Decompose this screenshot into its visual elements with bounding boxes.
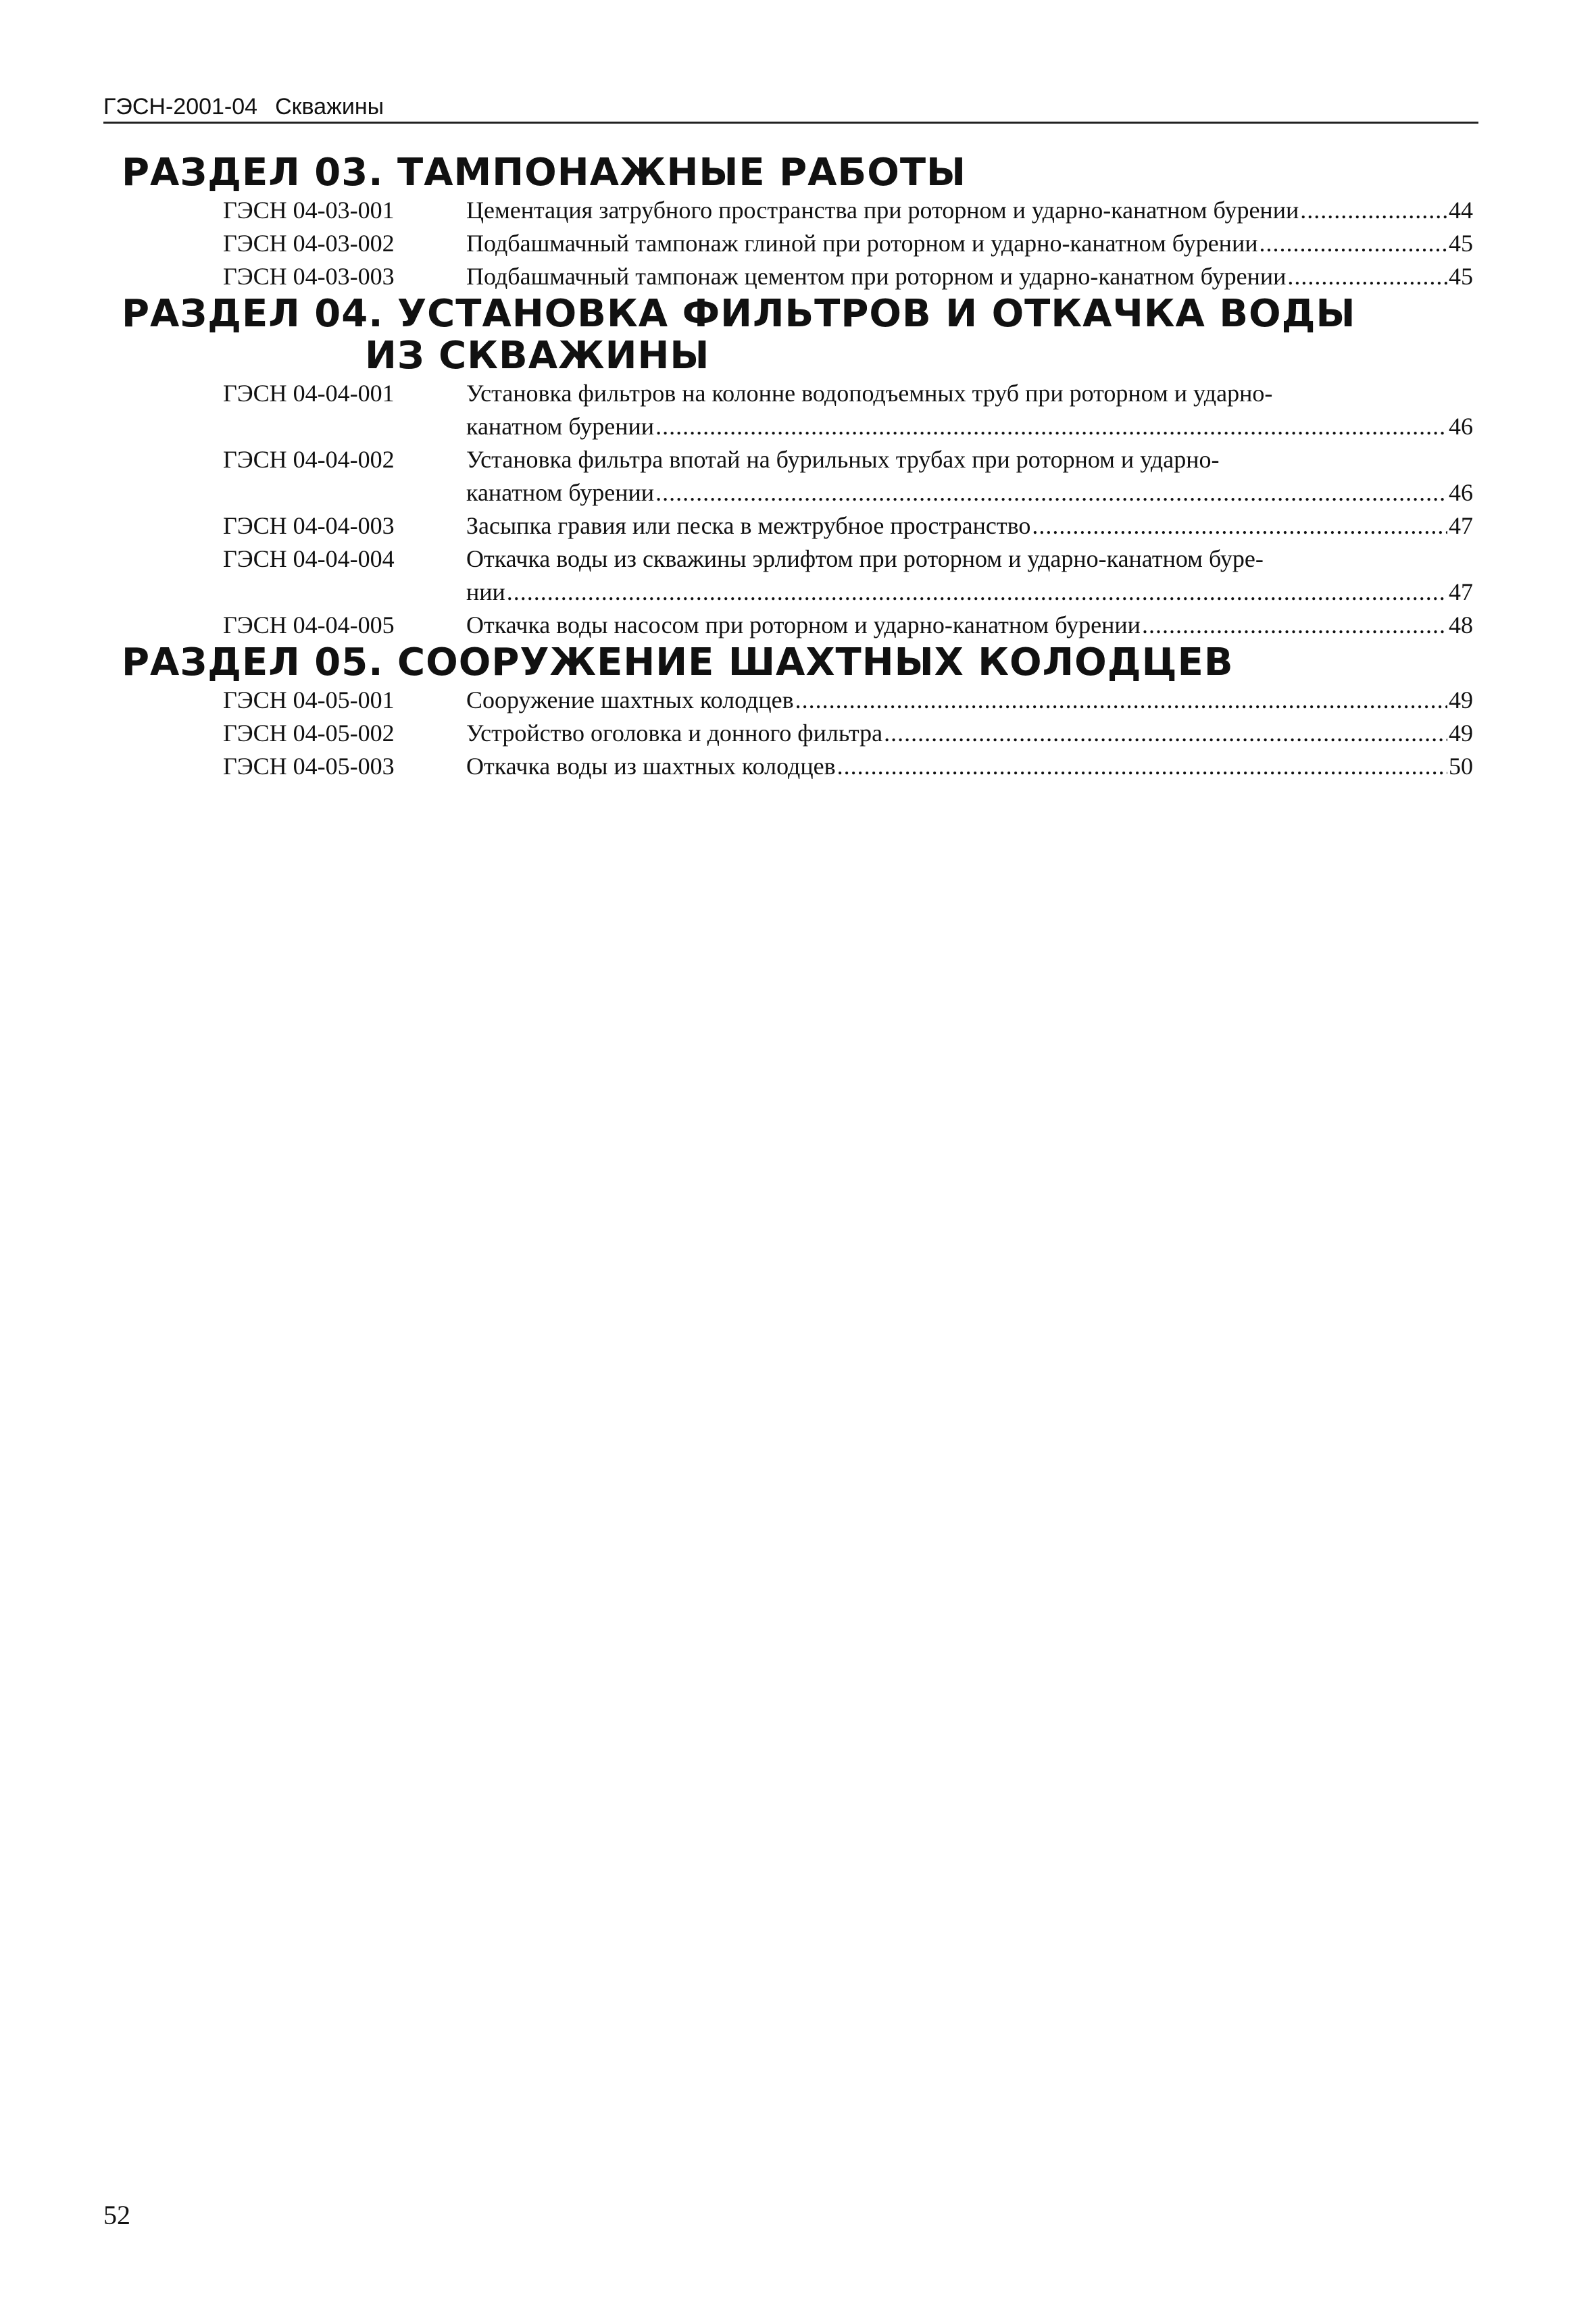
dot-leader [837, 750, 1447, 783]
entry-description [466, 260, 1473, 293]
entry-description [466, 377, 1473, 443]
toc-entry[interactable] [0, 260, 1596, 293]
dot-leader [795, 684, 1447, 717]
entry-line [466, 377, 1473, 410]
toc-entry[interactable] [0, 543, 1596, 609]
entry-title: Подбашмачный тампонаж глиной при роторном и ударно-канатном бурении [466, 230, 1258, 257]
entry-line [466, 194, 1473, 227]
running-header [103, 93, 1478, 124]
entry-page-number: 46 [1449, 413, 1473, 440]
section-title-line: РАЗДЕЛ 04. УСТАНОВКА ФИЛЬТРОВ И ОТКАЧКА ВОДЫ [122, 292, 1356, 336]
entry-page-number: 49 [1449, 686, 1473, 713]
entry-title: нии [466, 578, 505, 605]
entry-title: Подбашмачный тампонаж цементом при роторном и ударно-канатном бурении [466, 263, 1287, 290]
entry-title: Засыпка гравия или песка в межтрубное пространство [466, 512, 1031, 539]
entry-line [466, 576, 1473, 609]
toc-entry[interactable] [0, 717, 1596, 750]
header-doc-code: ГЭСН-2001-04 [103, 94, 258, 120]
dot-leader [1287, 260, 1447, 293]
entry-page-number: 50 [1449, 753, 1473, 780]
header-doc-title: Скважины [275, 94, 384, 120]
dot-leader [1032, 509, 1447, 543]
entry-page-number: 44 [1449, 197, 1473, 224]
entry-line [466, 410, 1473, 443]
toc-entry[interactable] [0, 194, 1596, 227]
entry-title: Откачка воды из скважины эрлифтом при роторном и ударно-канатном буре- [466, 545, 1264, 572]
entry-title: канатном бурении [466, 413, 655, 440]
section-title [122, 642, 1596, 684]
entry-description [466, 750, 1473, 783]
section-title-line: РАЗДЕЛ 05. СООРУЖЕНИЕ ШАХТНЫХ КОЛОДЦЕВ [122, 640, 1234, 684]
entry-code: ГЭСН 04-04-005 [223, 611, 395, 638]
toc-entry[interactable] [0, 684, 1596, 717]
dot-leader [884, 717, 1447, 750]
entry-code: ГЭСН 04-05-003 [223, 753, 395, 780]
entry-line [466, 443, 1473, 476]
entry-code: ГЭСН 04-04-003 [223, 512, 395, 539]
section-title [122, 293, 1596, 377]
section-title-continuation: ИЗ СКВАЖИНЫ [365, 334, 710, 378]
entry-line [466, 260, 1473, 293]
entry-description [466, 609, 1473, 642]
toc-entry[interactable] [0, 750, 1596, 783]
entry-line [466, 750, 1473, 783]
entry-line [466, 509, 1473, 543]
entry-code: ГЭСН 04-04-004 [223, 545, 395, 572]
dot-leader [655, 476, 1447, 509]
entry-code: ГЭСН 04-03-003 [223, 263, 395, 290]
section-title [122, 152, 1596, 194]
entry-page-number: 48 [1449, 611, 1473, 638]
dot-leader [1259, 227, 1447, 260]
entry-page-number: 47 [1449, 578, 1473, 605]
entry-page-number: 49 [1449, 720, 1473, 747]
entry-title: Откачка воды насосом при роторном и ударно-канатном бурении [466, 611, 1141, 638]
entry-line [466, 476, 1473, 509]
dot-leader [1300, 194, 1447, 227]
entry-line [466, 717, 1473, 750]
entry-description [466, 717, 1473, 750]
entry-line [466, 609, 1473, 642]
toc-entry[interactable] [0, 443, 1596, 509]
entry-code: ГЭСН 04-03-002 [223, 230, 395, 257]
page-number: 52 [103, 2200, 130, 2230]
entry-description [466, 509, 1473, 543]
toc-entry[interactable] [0, 609, 1596, 642]
entry-description [466, 443, 1473, 509]
entry-code: ГЭСН 04-04-002 [223, 446, 395, 473]
entry-code: ГЭСН 04-03-001 [223, 197, 395, 224]
dot-leader [1142, 609, 1447, 642]
entry-page-number: 45 [1449, 230, 1473, 257]
toc-entry[interactable] [0, 227, 1596, 260]
table-of-contents [0, 152, 1596, 783]
dot-leader [655, 410, 1447, 443]
entry-page-number: 47 [1449, 512, 1473, 539]
entry-title: канатном бурении [466, 479, 655, 506]
entry-description [466, 194, 1473, 227]
toc-entry[interactable] [0, 377, 1596, 443]
entry-code: ГЭСН 04-04-001 [223, 380, 395, 407]
entry-page-number: 45 [1449, 263, 1473, 290]
entry-title: Установка фильтра впотай на бурильных трубах при роторном и ударно- [466, 446, 1220, 473]
entry-code: ГЭСН 04-05-001 [223, 686, 395, 713]
entry-description [466, 543, 1473, 609]
entry-line [466, 227, 1473, 260]
entry-title: Сооружение шахтных колодцев [466, 686, 794, 713]
entry-title: Устройство оголовка и донного фильтра [466, 720, 883, 747]
entry-title: Цементация затрубного пространства при роторном и ударно-канатном бурении [466, 197, 1299, 224]
entry-description [466, 227, 1473, 260]
entry-page-number: 46 [1449, 479, 1473, 506]
entry-title: Откачка воды из шахтных колодцев [466, 753, 836, 780]
entry-description [466, 684, 1473, 717]
toc-entry[interactable] [0, 509, 1596, 543]
entry-title: Установка фильтров на колонне водоподъемных труб при роторном и ударно- [466, 380, 1273, 407]
entry-code: ГЭСН 04-05-002 [223, 720, 395, 747]
entry-line [466, 543, 1473, 576]
section-title-line: РАЗДЕЛ 03. ТАМПОНАЖНЫЕ РАБОТЫ [122, 151, 967, 195]
entry-line [466, 684, 1473, 717]
dot-leader [507, 576, 1447, 609]
